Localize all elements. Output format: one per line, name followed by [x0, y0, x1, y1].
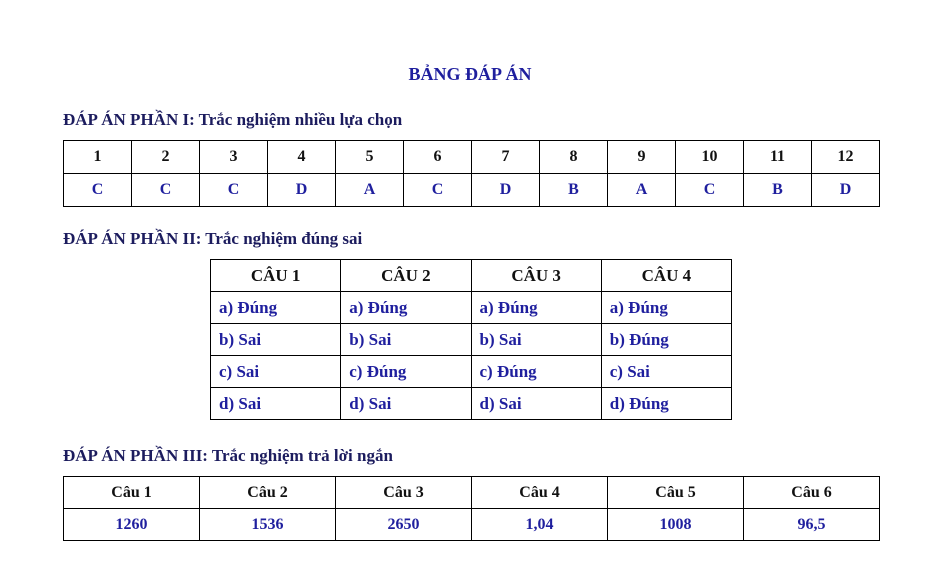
- answer-cell: C: [404, 174, 472, 207]
- table-row: [64, 174, 880, 207]
- answer-cell: D: [268, 174, 336, 207]
- answer-cell: C: [200, 174, 268, 207]
- question-number-cell: 10: [676, 141, 744, 174]
- answer-cell: 2650: [336, 509, 472, 541]
- answer-cell: c) Sai: [211, 356, 341, 388]
- answer-cell: B: [744, 174, 812, 207]
- part1-heading: ĐÁP ÁN PHẦN I: Trắc nghiệm nhiều lựa chọn: [63, 110, 403, 129]
- answer-cell: b) Sai: [211, 324, 341, 356]
- table-row: [64, 477, 880, 509]
- question-number-cell: 6: [404, 141, 472, 174]
- question-number-cell: 1: [64, 141, 132, 174]
- answer-cell: d) Đúng: [601, 388, 731, 420]
- table-row: [64, 509, 880, 541]
- table-row: [211, 292, 732, 324]
- question-number-cell: 5: [336, 141, 404, 174]
- column-header: Câu 3: [336, 477, 472, 509]
- answer-cell: c) Sai: [601, 356, 731, 388]
- column-header: Câu 2: [200, 477, 336, 509]
- column-header: CÂU 4: [601, 260, 731, 292]
- table-row: [211, 356, 732, 388]
- answer-cell: A: [608, 174, 676, 207]
- column-header: CÂU 3: [471, 260, 601, 292]
- answer-cell: 1260: [64, 509, 200, 541]
- answer-cell: c) Đúng: [471, 356, 601, 388]
- question-number-cell: 8: [540, 141, 608, 174]
- answer-cell: C: [132, 174, 200, 207]
- part2-answer-table: [210, 259, 732, 420]
- table-row: [64, 141, 880, 174]
- answer-cell: a) Đúng: [471, 292, 601, 324]
- part2-heading: ĐÁP ÁN PHẦN II: Trắc nghiệm đúng sai: [63, 229, 363, 248]
- answer-cell: C: [676, 174, 744, 207]
- answer-cell: d) Sai: [471, 388, 601, 420]
- column-header: Câu 6: [744, 477, 880, 509]
- answer-cell: 1008: [608, 509, 744, 541]
- answer-cell: C: [64, 174, 132, 207]
- part3-answer-table: [63, 476, 880, 541]
- column-header: CÂU 1: [211, 260, 341, 292]
- answer-cell: b) Sai: [341, 324, 471, 356]
- column-header: Câu 5: [608, 477, 744, 509]
- answer-cell: a) Đúng: [211, 292, 341, 324]
- table-row: [211, 260, 732, 292]
- question-number-cell: 7: [472, 141, 540, 174]
- table-row: [211, 324, 732, 356]
- answer-cell: d) Sai: [341, 388, 471, 420]
- answer-cell: 1536: [200, 509, 336, 541]
- answer-cell: c) Đúng: [341, 356, 471, 388]
- column-header: Câu 1: [64, 477, 200, 509]
- question-number-cell: 11: [744, 141, 812, 174]
- answer-cell: b) Sai: [471, 324, 601, 356]
- answer-cell: a) Đúng: [341, 292, 471, 324]
- answer-cell: D: [812, 174, 880, 207]
- question-number-cell: 2: [132, 141, 200, 174]
- column-header: Câu 4: [472, 477, 608, 509]
- answer-cell: A: [336, 174, 404, 207]
- answer-cell: 96,5: [744, 509, 880, 541]
- question-number-cell: 12: [812, 141, 880, 174]
- answer-cell: a) Đúng: [601, 292, 731, 324]
- page-title: BẢNG ĐÁP ÁN: [408, 64, 532, 84]
- answer-cell: B: [540, 174, 608, 207]
- question-number-cell: 3: [200, 141, 268, 174]
- part1-answer-table: [63, 140, 880, 207]
- answer-cell: D: [472, 174, 540, 207]
- column-header: CÂU 2: [341, 260, 471, 292]
- answer-cell: d) Sai: [211, 388, 341, 420]
- part3-heading: ĐÁP ÁN PHẦN III: Trắc nghiệm trả lời ngắn: [63, 446, 393, 465]
- question-number-cell: 4: [268, 141, 336, 174]
- answer-cell: 1,04: [472, 509, 608, 541]
- answer-cell: b) Đúng: [601, 324, 731, 356]
- table-row: [211, 388, 732, 420]
- question-number-cell: 9: [608, 141, 676, 174]
